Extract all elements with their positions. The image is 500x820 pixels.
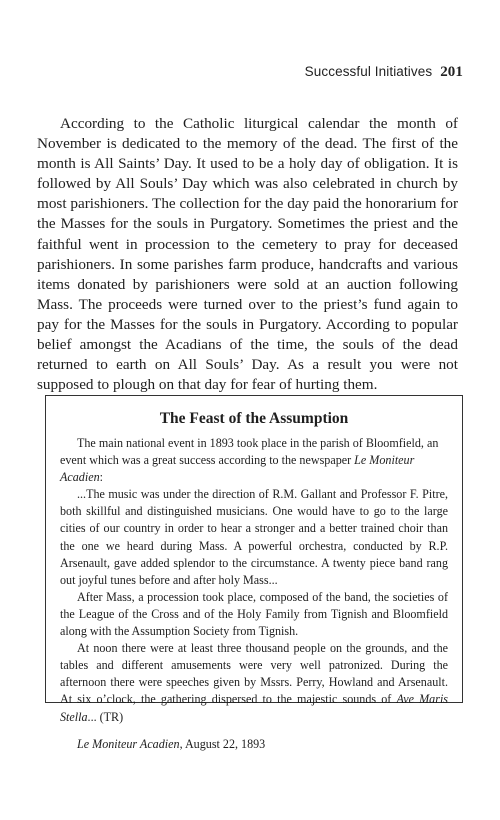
newspaper-name: Le Moniteur Acadien [60, 453, 415, 485]
running-header [305, 64, 463, 81]
body-paragraph: According to the Catholic liturgical calendar the month of November is dedicated to the memory of the dead. The first of the month is All Saints’ Day. It used to be a holy day of obligation. It is followed by All Souls’ Day which was also celebrated in church by most parishioners. The collection for the day paid the honorarium for the Masses for the souls in Purgatory. Sometimes the priest and the faithful went in procession to the cemetery to pray for deceased parishioners. In some parishes farm produce, handcrafts and various items donated by parishioners were sold at an auction following Mass. The proceeds were turned over to the priest’s fund again to pay for the Masses for the souls in Purgatory. According to popular belief amongst the Acadians of the time, the souls of the dead returned to earth on All Souls’ Day. As a result you were not supposed to plough on that day for fear of hurting them. [37, 115, 458, 394]
sidebar-quote-1: ...The music was under the direction of R.M. Gallant and Professor F. Pitre, both skillful and distinguished musicians. One would have to go to the large cities of our country in order to hear a stronger and a better trained choir than the one we heard during Mass. A powerful orchestra, conducted by R.P. Arsenault, gave added splendor to the circumstance. A twenty piece band rang out joyful tunes before and after holy Mass... [60, 487, 448, 587]
running-header-title: Successful Initiatives [304, 64, 433, 79]
caption-source: Le Moniteur Acadien [77, 736, 180, 751]
sidebar-quote-3 [60, 640, 448, 725]
sidebar-intro-end: : [99, 470, 103, 485]
sidebar-intro [60, 435, 448, 486]
sidebar-intro-text: The main national event in 1893 took place in the parish of Bloomfield, an event which was a great success according to the newspaper [60, 436, 439, 468]
sidebar-title: The Feast of the Assumption [159, 410, 349, 427]
sidebar-box [45, 395, 463, 751]
page-number: 201 [440, 64, 463, 80]
hymn-title: Ave Maris Stella [60, 692, 449, 724]
sidebar-quote-3-text: At noon there were at least three thousand people on the grounds, and the tables and different amusements were very well patronized. During the afternoon there were speeches given by Mssrs. Perry, Howland and Arsenault. At six o’clock, the gathering dispersed to the majestic sounds of [60, 641, 448, 707]
sidebar-quote-3-end: ... (TR) [87, 709, 124, 724]
caption-date: , August 22, 1893 [179, 736, 266, 751]
sidebar-source-caption [60, 736, 448, 753]
sidebar-quote-2: After Mass, a procession took place, composed of the band, the societies of the League of the Cross and of the Holy Family from Tignish and Bloomfield along with the Assumption Society from Tignish. [60, 589, 448, 639]
